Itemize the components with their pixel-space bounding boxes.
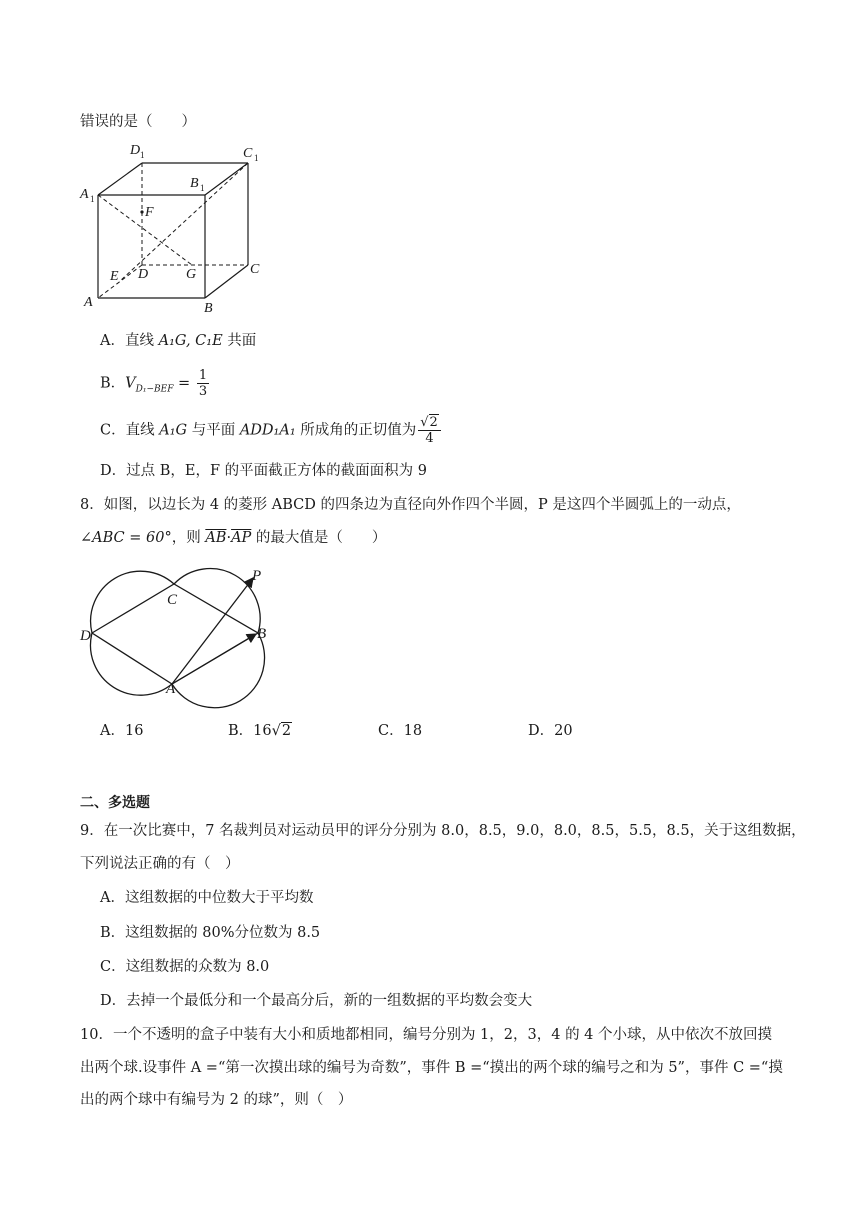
q8-option-b: B．16√2 — [228, 723, 292, 739]
q7-option-b-num: 1 — [198, 368, 208, 383]
q7-option-b-eq: = — [173, 375, 195, 392]
cube-label-C1: C — [243, 146, 253, 161]
q9-option-d: D．去掉一个最低分和一个最高分后，新的一组数据的平均数会变大 — [100, 993, 533, 1009]
q8-line2-mid: ，则 — [171, 530, 206, 546]
q9-line1: 9．在一次比赛中，7 名裁判员对运动员甲的评分分别为 8.0，8.5，9.0，8.0，8.5，5.5，8.5，关于这组数据， — [80, 823, 806, 839]
cube-figure — [80, 140, 280, 320]
q8-option-d: D．20 — [528, 723, 573, 739]
cube-label-C: C — [250, 262, 260, 277]
rhombus-label-P: P — [252, 568, 262, 584]
q8-line1: 8．如图，以边长为 4 的菱形 ABCD 的四条边为直径向外作四个半圆，P 是这四个半圆弧上的一动点， — [80, 497, 741, 513]
q7-option-c-den: 4 — [425, 431, 434, 446]
cube-label-B1-sub: 1 — [200, 183, 205, 193]
cube-label-B1: B — [190, 176, 199, 191]
q8-option-a: A．16 — [100, 723, 144, 739]
q7-option-a — [100, 330, 256, 352]
cube-label-A1-sub: 1 — [90, 194, 95, 204]
q7-option-a-math: A₁G, C₁E — [158, 333, 223, 349]
q8-angle: ∠ABC = 60° — [80, 530, 172, 546]
q7-option-a-suffix: 共面 — [222, 333, 257, 349]
q8-line2-end: 的最大值是（ ） — [251, 530, 387, 546]
q9-option-c: C．这组数据的众数为 8.0 — [100, 959, 270, 975]
q7-option-b-math: V — [125, 375, 136, 392]
q7-option-c-math2: ADD₁A₁ — [239, 422, 296, 439]
q7-tail-text: 错误的是（ ） — [80, 114, 196, 130]
q7-option-c-mid: 与平面 — [187, 422, 240, 439]
q10-line2: 出两个球.设事件 A =“第一次摸出球的编号为奇数”，事件 B =“摸出的两个球的编号之和为 5”，事件 C =“摸 — [80, 1060, 783, 1076]
q8-option-b-root: 2 — [281, 723, 292, 739]
q7-option-c-math1: A₁G — [159, 422, 188, 439]
rhombus-label-B: B — [257, 626, 267, 642]
q8-options — [100, 720, 700, 742]
cube-label-C1-sub: 1 — [254, 153, 259, 163]
q10-line1: 10．一个不透明的盒子中装有大小和质地都相同，编号分别为 1，2，3，4 的 4 个小球，从中依次不放回摸 — [80, 1027, 773, 1043]
rhombus-label-A: A — [166, 681, 176, 697]
cube-label-D1-sub: 1 — [140, 150, 145, 160]
rhombus-figure — [78, 558, 278, 708]
cube-label-A: A — [84, 295, 93, 310]
cube-label-E: E — [110, 269, 119, 284]
section-title-multiple-choice: 二、多选题 — [80, 795, 150, 811]
q7-option-b-fraction — [197, 368, 209, 399]
q8-dot: · — [226, 530, 232, 546]
rhombus-label-D: D — [80, 628, 91, 644]
q10-line3: 出的两个球中有编号为 2 的球”，则（ ） — [80, 1092, 353, 1108]
cube-label-D: D — [138, 267, 149, 282]
q7-option-c-num-radicand: 2 — [429, 415, 438, 430]
q7-option-d: D．过点 B，E，F 的平面截正方体的截面面积为 9 — [100, 463, 427, 479]
q7-option-b-sub: D₁−BEF — [135, 384, 174, 395]
cube-label-G: G — [186, 267, 197, 282]
q9-line2: 下列说法正确的有（ ） — [80, 856, 240, 872]
cube-label-B: B — [204, 301, 213, 316]
q8-vector-ab: $\overline{AB}$ — [205, 530, 227, 546]
q8-option-c: C．18 — [378, 723, 423, 739]
cube-label-F: F — [145, 205, 154, 220]
q8-option-b-prefix: B． — [228, 723, 254, 739]
q7-option-c — [100, 415, 443, 446]
q8-option-b-val: 16 — [253, 723, 272, 739]
q7-option-b-prefix: B． — [100, 375, 126, 392]
q7-option-c-fraction — [418, 415, 441, 446]
q7-option-b — [100, 368, 211, 400]
cube-label-D1: D — [130, 143, 141, 158]
q7-option-b-den: 3 — [198, 384, 208, 399]
q9-option-a: A．这组数据的中位数大于平均数 — [100, 890, 314, 906]
rhombus-label-C: C — [167, 592, 178, 608]
q8-line2 — [80, 527, 386, 549]
q9-option-b: B．这组数据的 80%分位数为 8.5 — [100, 925, 321, 941]
q7-option-c-num: √2 — [418, 415, 441, 431]
cube-label-A1: A — [80, 187, 89, 202]
q7-option-c-mid2: 所成角的正切值为 — [295, 422, 417, 439]
q7-option-c-prefix: C．直线 — [100, 422, 160, 439]
q7-option-a-prefix: A．直线 — [100, 333, 159, 349]
q8-vector-ap: $\overline{AP}$ — [231, 530, 252, 546]
